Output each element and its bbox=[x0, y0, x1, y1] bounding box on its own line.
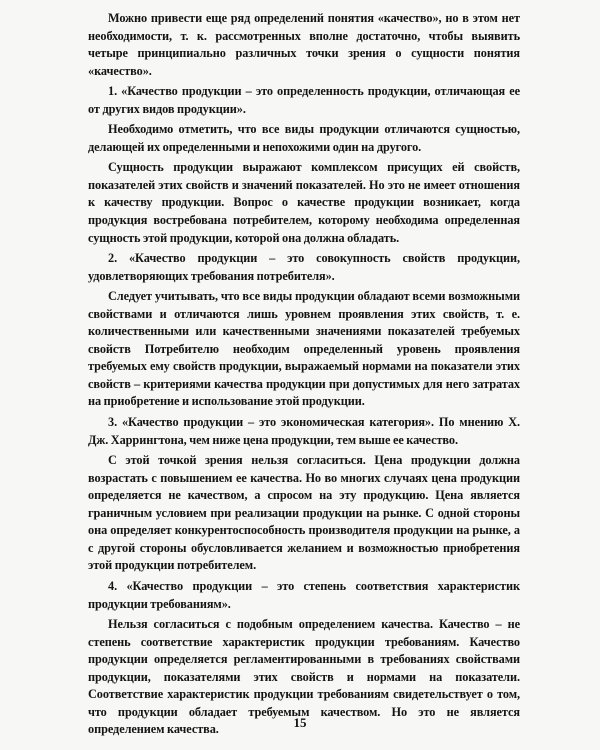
paragraph-commentary-4: Нельзя согласиться с подобным определением качества. Качество – не степень соответствие характеристик продукции требованиям. Качество продукции определяется регламентированными в требованиях свойствами продукции, показателями этих свойств и нормами на показатели. Соответствие характеристик продукции требованиям свидетельствует о том, что продукции обладает требуемым качеством. Но это не является определением качества. bbox=[88, 617, 520, 737]
paragraph-definition-3: 3. «Качество продукции – это экономическая категория». По мнению Х. Дж. Харрингтона, чем ниже цена продукции, тем выше ее качество. bbox=[88, 415, 520, 447]
paragraph-definition-2: 2. «Качество продукции – это совокупность свойств продукции, удовлетворяющих требования потребителя». bbox=[88, 251, 520, 283]
paragraph-commentary-1: Необходимо отметить, что все виды продукции отличаются сущностью, делающей их определенными и непохожими один на другого. bbox=[88, 122, 520, 154]
paragraph-definition-4: 4. «Качество продукции – это степень соответствия характеристик продукции требованиям». bbox=[88, 578, 520, 611]
paragraph-essence: Сущность продукции выражают комплексом присущих ей свойств, показателей этих свойств и значений показателей. Но это не имеет отношения к качеству продукции. Вопрос о качестве продукции возникает, когда продукция востребована потребителем, которому необходима определенная сущность этой продукции, которой она должна обладать. bbox=[88, 160, 520, 245]
paragraph-commentary-2: Следует учитывать, что все виды продукции обладают всеми возможными свойствами и отличаются лишь уровнем проявления этих свойств, т. е. количественными или качественными значениями показателей требуемых свойств Потребителю необходим определенный уровень проявления требуемых ему свойств продукции, выражаемый нормами на показатели этих свойств – критериями качества продукции при допустимых для него затратах на приобретение и использование этой продукции. bbox=[88, 289, 520, 409]
paragraph-definition-1: 1. «Качество продукции – это определенность продукции, отличающая ее от других видов продукции». bbox=[88, 84, 520, 116]
paragraph-intro: Можно привести еще ряд определений понятия «качество», но в этом нет необходимости, т. к. рассмотренных вполне достаточно, чтобы выявить четыре принципиально различных точки зрения о сущности понятия «качество». bbox=[88, 11, 520, 78]
paragraph-commentary-3: С этой точкой зрения нельзя согласиться. Цена продукции должна возрастать с повышением ее качества. Но во многих случаях цена продукции определяется не качеством, а спросом на эту продукцию. Цена является граничным условием при реализации продукции на рынке. С одной стороны она определяет конкурентоспособность производителя продукции на рынке, а с другой стороны обусловливается желанием и возможностью приобретения этой продукции потребителем. bbox=[88, 453, 520, 573]
page-number: 15 bbox=[293, 715, 307, 730]
